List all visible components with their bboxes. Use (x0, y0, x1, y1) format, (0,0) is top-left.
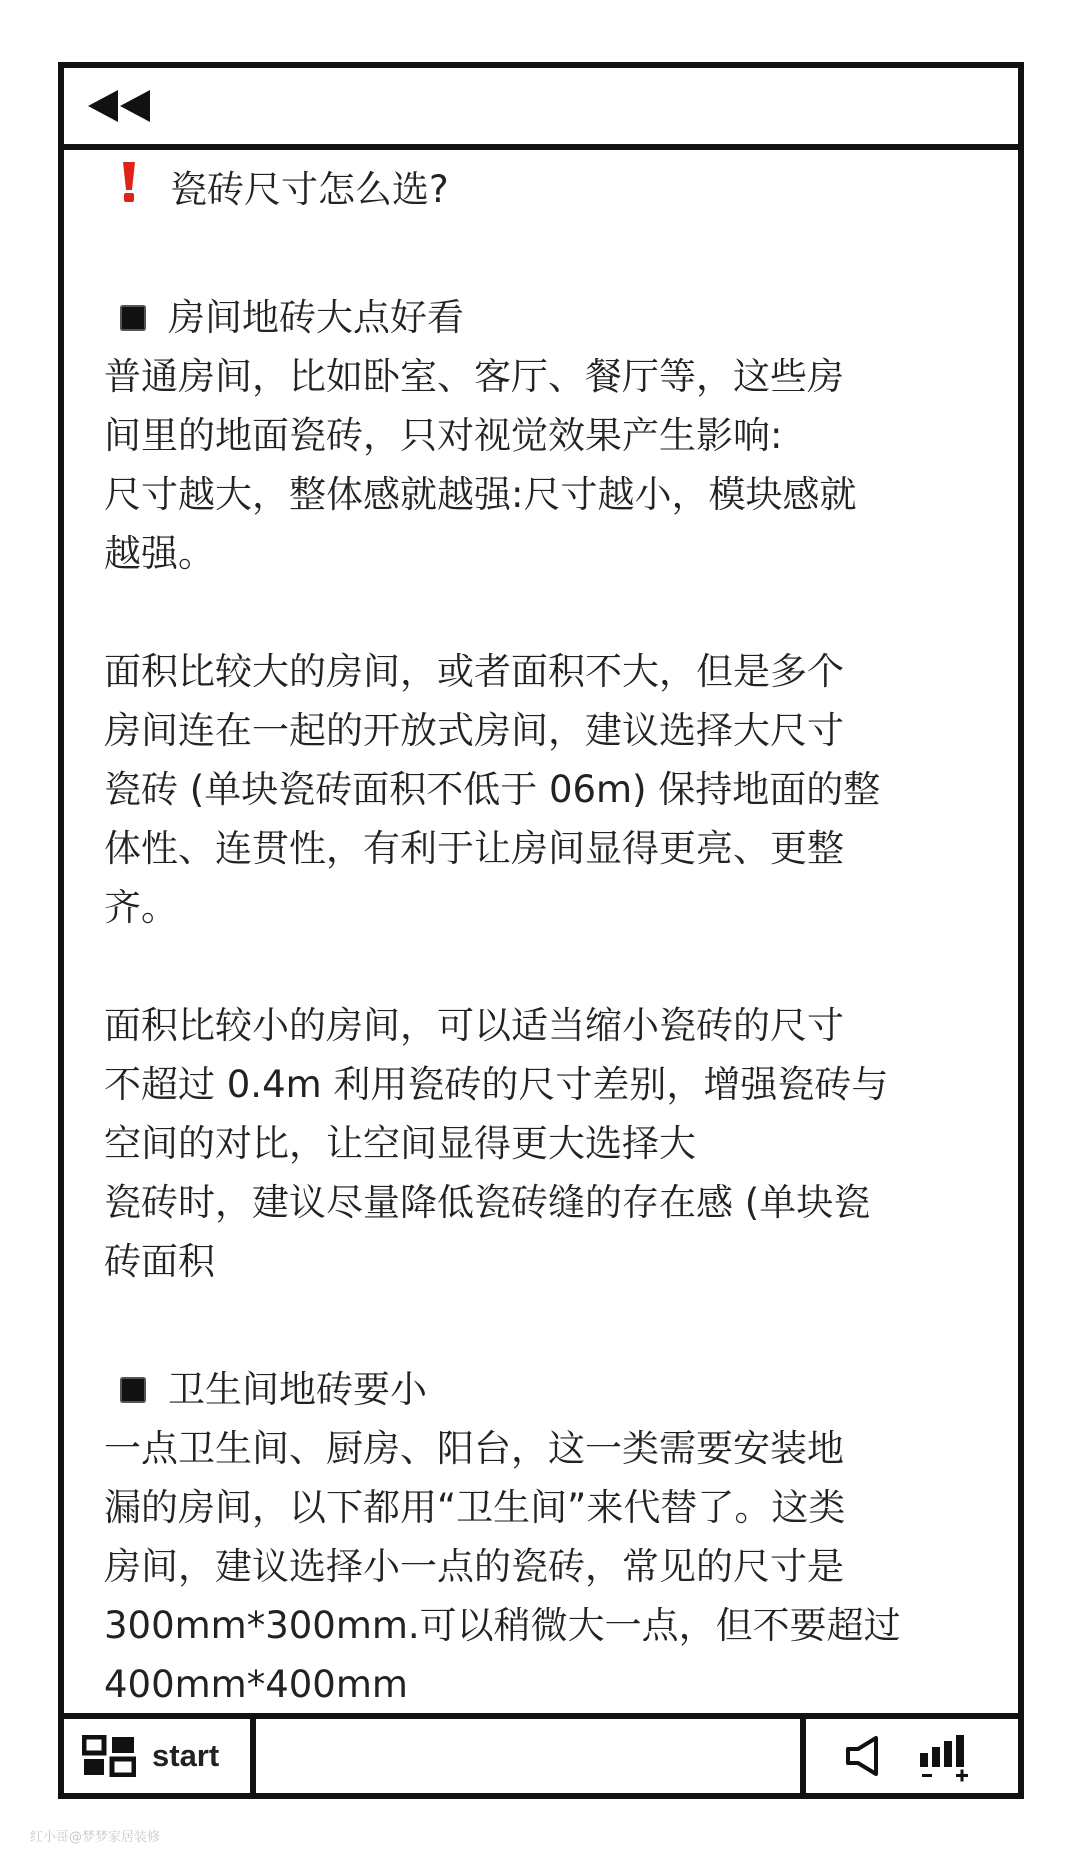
network-status[interactable] (918, 1731, 974, 1783)
red-exclamation-icon (114, 160, 144, 219)
system-tray (800, 1719, 1018, 1793)
title-bar (64, 68, 1018, 150)
text-line: 齐。 (104, 886, 178, 929)
text-line: 砖面积 (104, 1240, 215, 1283)
text-line: 瓷砖时，建议尽量降低瓷砖缝的存在感 (单块瓷 (104, 1181, 871, 1224)
text-line: 不超过 0.4m 利用瓷砖的尺寸差别，增强瓷砖与 (104, 1063, 889, 1106)
paragraph-large-room (104, 642, 978, 937)
black-square-icon (120, 1377, 146, 1403)
taskbar (64, 1713, 1018, 1793)
grid-icon (82, 1735, 136, 1777)
paragraph-room-effect (104, 347, 978, 583)
article-title (104, 160, 978, 219)
text-line: 300mm*300mm.可以稍微大一点，但不要超过 (104, 1604, 901, 1647)
speaker-icon (842, 1735, 890, 1777)
text-line: 400mm*400mm (104, 1663, 408, 1706)
text-line: 普通房间，比如卧室、客厅、餐厅等，这些房 (104, 355, 844, 398)
text-line: 面积比较小的房间，可以适当缩小瓷砖的尺寸 (104, 1004, 844, 1047)
text-line: 面积比较大的房间，或者面积不大，但是多个 (104, 650, 844, 693)
double-left-arrow-icon (88, 88, 160, 124)
taskbar-empty-area (256, 1719, 800, 1793)
volume-button[interactable] (842, 1735, 890, 1777)
start-label: start (152, 1738, 220, 1773)
text-line: 瓷砖 (单块瓷砖面积不低于 06m) 保持地面的整 (104, 768, 881, 811)
text-line: 一点卫生间、厨房、阳台，这一类需要安装地 (104, 1427, 844, 1470)
text-line: 体性、连贯性，有利于让房间显得更亮、更整 (104, 827, 844, 870)
text-line: 房间连在一起的开放式房间，建议选择大尺寸 (104, 709, 844, 752)
text-line: 尺寸越大，整体感就越强:尺寸越小，模块感就 (104, 473, 857, 516)
black-square-icon (120, 305, 146, 331)
paragraph-small-room (104, 996, 978, 1291)
watermark: 红小哥@梦梦家居装修 (30, 1830, 161, 1845)
paragraph-bathroom (104, 1419, 978, 1707)
app-window (58, 62, 1024, 1799)
signal-bars-icon (918, 1731, 974, 1783)
text-line: 漏的房间，以下都用“卫生间”来代替了。这类 (104, 1486, 846, 1529)
section-heading-room: 房间地砖大点好看 (104, 288, 978, 347)
back-button[interactable] (88, 88, 160, 124)
title-text: 瓷砖尺寸怎么选? (170, 168, 449, 211)
text-line: 越强。 (104, 532, 215, 575)
text-line: 间里的地面瓷砖，只对视觉效果产生影响: (104, 414, 783, 457)
article-content (104, 150, 978, 1707)
section-heading-bathroom: 卫生间地砖要小 (104, 1360, 978, 1419)
start-button[interactable] (64, 1719, 256, 1793)
text-line: 空间的对比，让空间显得更大选择大 (104, 1122, 696, 1165)
text-line: 房间，建议选择小一点的瓷砖，常见的尺寸是 (104, 1545, 844, 1588)
